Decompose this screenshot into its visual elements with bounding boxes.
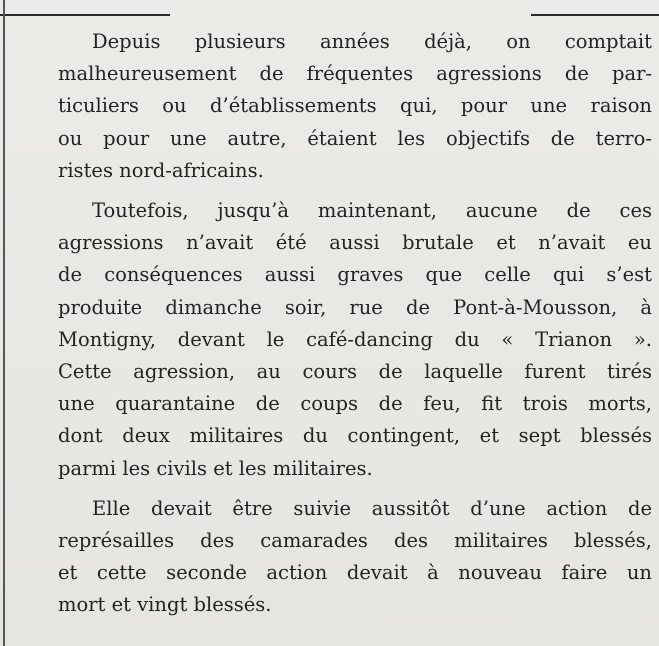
text-line: parmi les civils et les militaires. — [58, 456, 373, 480]
top-right-rule — [531, 14, 659, 16]
text-line: représailles des camarades des militaires blessés, — [58, 529, 652, 553]
text-line: Montigny, devant le café-dancing du « Trianon ». — [58, 327, 652, 351]
text-line: ticuliers ou d’établissements qui, pour une raison — [58, 94, 652, 118]
paragraph-2 — [58, 195, 652, 485]
text-line: produite dimanche soir, rue de Pont-à-Mousson, à — [58, 295, 652, 319]
paragraph-1 — [58, 26, 652, 187]
text-line: agressions n’avait été aussi brutale et n’avait eu — [58, 231, 652, 255]
text-line: et cette seconde action devait à nouveau faire un — [58, 561, 652, 585]
text-line: dont deux militaires du contingent, et sept blessés — [58, 424, 652, 448]
text-line: Depuis plusieurs années déjà, on comptait — [92, 30, 652, 53]
paragraph-3 — [58, 493, 652, 622]
article-body — [58, 26, 652, 630]
text-line: mort et vingt blessés. — [58, 593, 272, 617]
text-line: une quarantaine de coups de feu, fit trois morts, — [58, 392, 652, 416]
text-line: ou pour une autre, étaient les objectifs de terro- — [58, 126, 652, 150]
top-left-rule — [0, 14, 170, 16]
text-line: ristes nord-africains. — [58, 158, 264, 182]
left-column-rule — [3, 0, 5, 646]
text-line: de conséquences aussi graves que celle qui s’est — [58, 263, 652, 287]
text-line: Elle devait être suivie aussitôt d’une action de — [92, 496, 652, 520]
text-line: Toutefois, jusqu’à maintenant, aucune de ces — [92, 199, 652, 223]
text-line: malheureusement de fréquentes agressions de par- — [58, 62, 652, 86]
text-line: Cette agression, au cours de laquelle furent tirés — [58, 360, 652, 384]
